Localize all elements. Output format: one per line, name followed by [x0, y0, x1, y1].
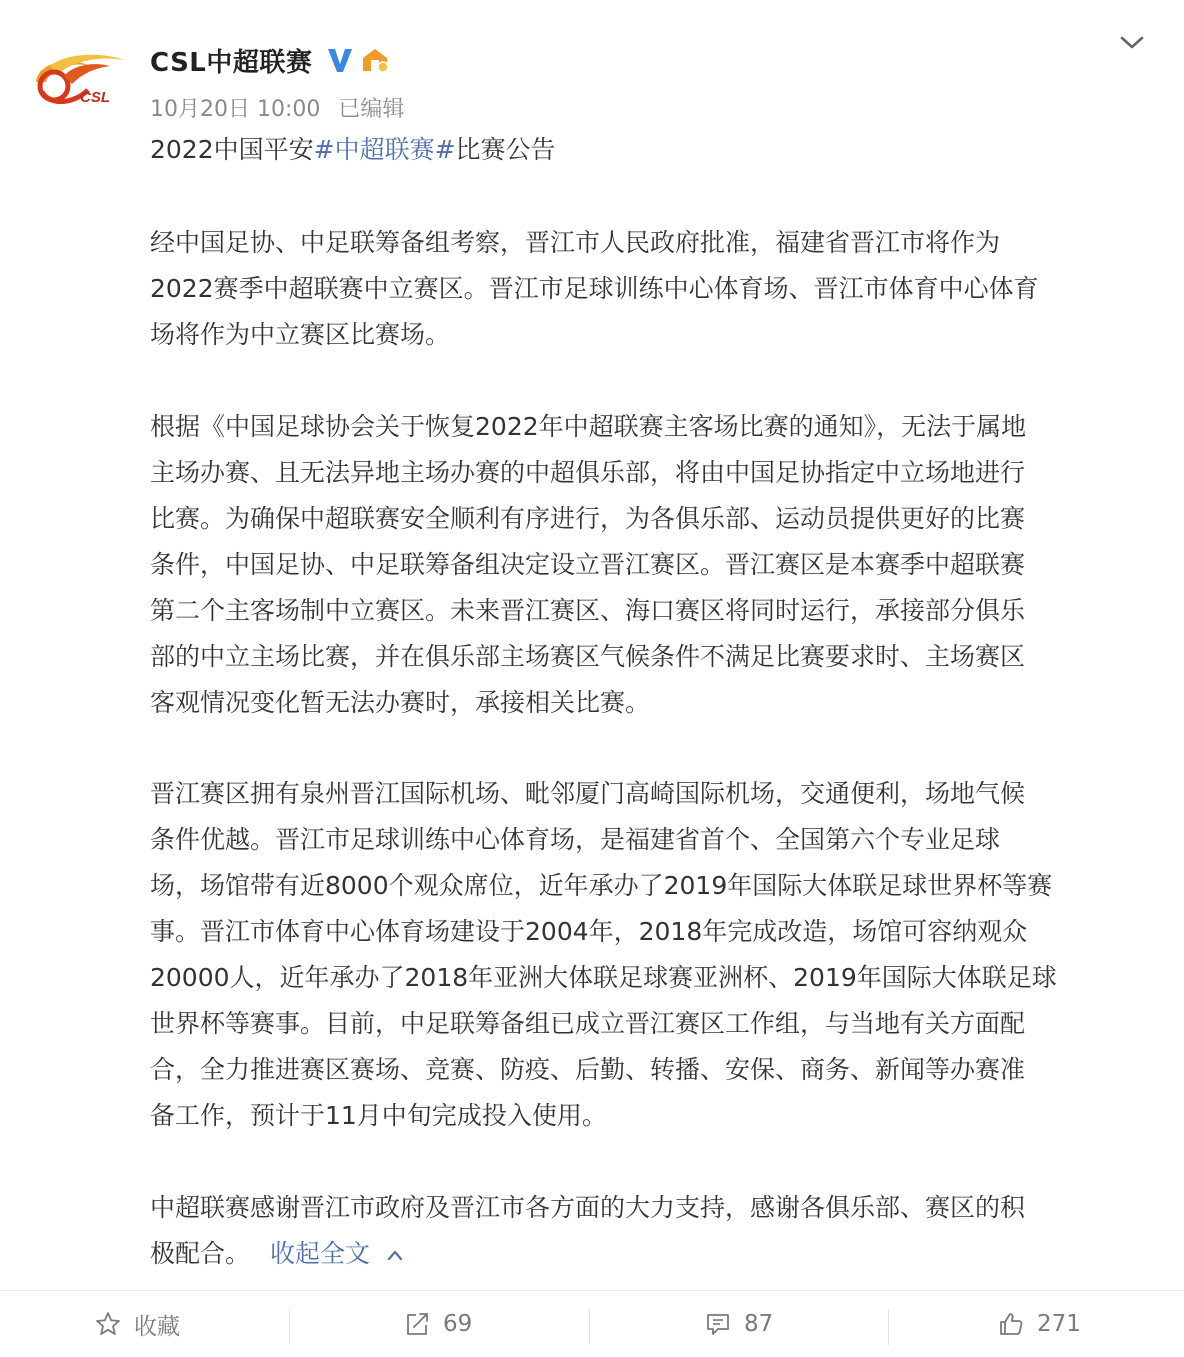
repost-icon — [403, 1310, 431, 1338]
collapse-text-link[interactable]: 收起全文 — [270, 1239, 371, 1268]
favorite-label: 收藏 — [134, 1313, 180, 1340]
text-line: 中超联赛感谢晋江市政府及晋江市各方面的大力支持，感谢各俱乐部、赛区的积 — [150, 1193, 1026, 1222]
divider — [289, 1309, 290, 1345]
text-line: 晋江赛区拥有泉州晋江国际机场、毗邻厦门高崎国际机场，交通便利，场地气候 — [150, 779, 1026, 808]
divider — [589, 1309, 590, 1345]
comment-count: 87 — [744, 1311, 774, 1337]
text-line-last — [150, 1231, 1150, 1277]
star-icon — [94, 1310, 122, 1338]
text-line: 主场办赛、且无法异地主场办赛的中超俱乐部，将由中国足协指定中立场地进行 — [150, 458, 1026, 487]
text-line: 合，全力推进赛区赛场、竞赛、防疫、后勤、转播、安保、商务、新闻等办赛准 — [150, 1055, 1026, 1084]
verified-v-icon — [326, 46, 354, 74]
text-fragment: 极配合。 — [150, 1239, 251, 1268]
post-timestamp[interactable]: 10月20日 10:00 — [150, 97, 321, 122]
avatar[interactable] — [30, 52, 126, 114]
headline-suffix: 比赛公告 — [455, 135, 556, 164]
action-bar — [0, 1290, 1184, 1357]
repost-count: 69 — [443, 1311, 473, 1337]
edited-label[interactable]: 已编辑 — [338, 97, 405, 122]
author-row — [150, 40, 390, 80]
logo-text: CSL — [80, 89, 110, 106]
headline-prefix: 2022中国平安 — [150, 135, 314, 164]
text-line: 条件，中国足协、中足联筹备组决定设立晋江赛区。晋江赛区是本赛季中超联赛 — [150, 550, 1026, 579]
fan-badge-icon[interactable] — [360, 45, 390, 75]
chevron-up-icon[interactable] — [386, 1249, 404, 1261]
text-line: 20000人，近年承办了2018年亚洲大体联足球赛亚洲杯、2019年国际大体联足球 — [150, 963, 1057, 992]
author-name[interactable]: CSL中超联赛 — [150, 47, 313, 78]
divider — [888, 1309, 889, 1345]
text-line: 比赛。为确保中超联赛安全顺利有序进行，为各俱乐部、运动员提供更好的比赛 — [150, 504, 1026, 533]
text-line: 客观情况变化暂无法办赛时，承接相关比赛。 — [150, 688, 651, 717]
text-line: 第二个主客场制中立赛区。未来晋江赛区、海口赛区将同时运行，承接部分俱乐 — [150, 596, 1026, 625]
text-line: 备工作，预计于11月中旬完成投入使用。 — [150, 1101, 607, 1130]
text-line: 场，场馆带有近8000个观众席位，近年承办了2019年国际大体联足球世界杯等赛 — [150, 871, 1053, 900]
post-meta — [150, 92, 404, 123]
post-paragraph-4 — [150, 1185, 1150, 1277]
text-line: 根据《中国足球协会关于恢复2022年中超联赛主客场比赛的通知》，无法于属地 — [150, 412, 1027, 441]
thumbs-up-icon — [997, 1310, 1025, 1338]
post-paragraph-1 — [150, 220, 1150, 358]
post-headline — [150, 132, 556, 168]
post-paragraph-3 — [150, 771, 1150, 1139]
hashtag-link[interactable]: #中超联赛# — [313, 135, 456, 164]
text-line: 条件优越。晋江市足球训练中心体育场，是福建省首个、全国第六个专业足球 — [150, 825, 1001, 854]
text-line: 经中国足协、中足联筹备组考察，晋江市人民政府批准，福建省晋江市将作为 — [150, 228, 1001, 257]
comment-icon — [704, 1310, 732, 1338]
text-line: 场将作为中立赛区比赛场。 — [150, 320, 451, 349]
csl-logo-icon — [30, 52, 126, 114]
post-paragraph-2 — [150, 404, 1150, 726]
comment-button[interactable] — [704, 1291, 773, 1357]
text-line: 事。晋江市体育中心体育场建设于2004年，2018年完成改造，场馆可容纳观众 — [150, 917, 1028, 946]
text-line: 世界杯等赛事。目前，中足联筹备组已成立晋江赛区工作组，与当地有关方面配 — [150, 1009, 1026, 1038]
repost-button[interactable] — [403, 1291, 472, 1357]
chevron-down-icon[interactable] — [1116, 30, 1148, 54]
text-line: 部的中立主场比赛，并在俱乐部主场赛区气候条件不满足比赛要求时、主场赛区 — [150, 642, 1026, 671]
like-button[interactable] — [997, 1291, 1081, 1357]
like-count: 271 — [1037, 1311, 1081, 1337]
text-line: 2022赛季中超联赛中立赛区。晋江市足球训练中心体育场、晋江市体育中心体育 — [150, 274, 1039, 303]
favorite-button[interactable] — [94, 1291, 180, 1357]
